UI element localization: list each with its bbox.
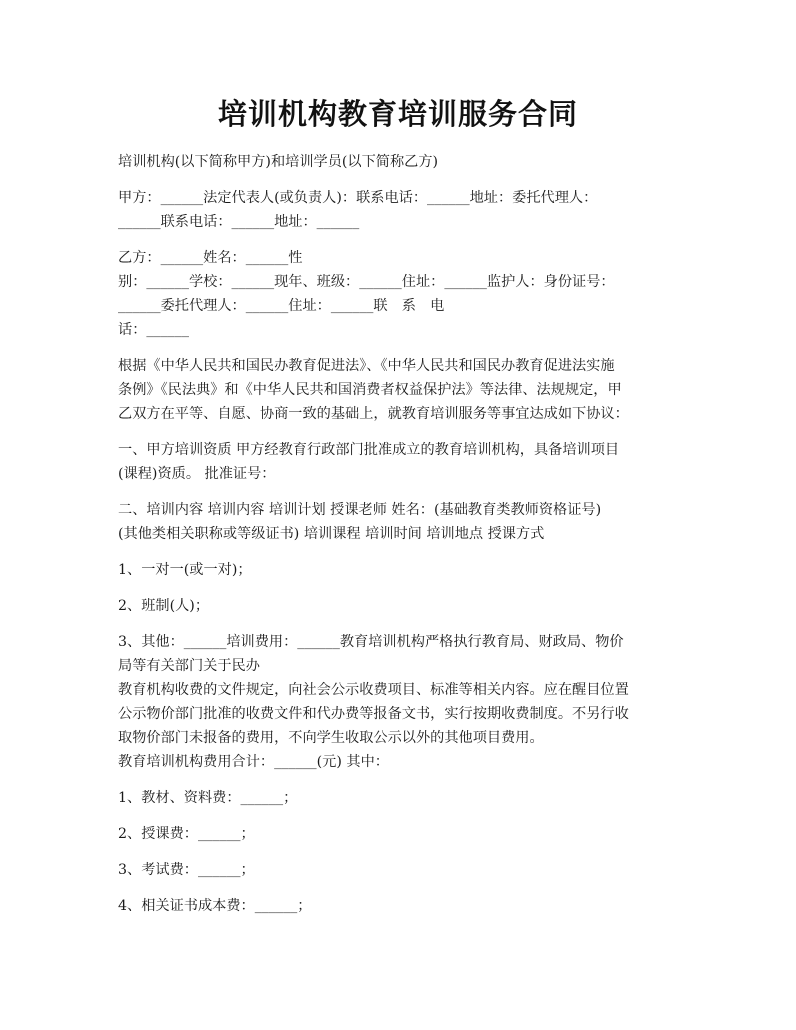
list-item-1 [118, 558, 684, 582]
document-title: 培训机构教育培训服务合同 [217, 97, 578, 131]
legal-basis-line-2: 条例》《民法典》和《中华人民共和国消费者权益保护法》等法律、法规规定，甲 [118, 382, 622, 398]
legal-basis-line-1: 根据《中华人民共和国民办教育促进法》、《中华人民共和国民办教育促进法实施 [118, 358, 615, 374]
party-b-line-4: 话：______ [118, 322, 189, 338]
party-b-line-2: 别：______学校：______现年、班级：______住址：______监护人：身份证号： [118, 274, 615, 290]
fee-item-2 [118, 822, 684, 846]
fees-line-3: 取物价部门未报备的费用，不向学生收取公示以外的其他项目费用。 [118, 730, 544, 746]
section-1-line-1: 一、甲方培训资质 甲方经教育行政部门批准成立的教育培训机构，具备培训项目 [118, 442, 620, 458]
fees-line-2: 公示物价部门批准的收费文件和代办费等报备文书，实行按期收费制度。不另行收 [118, 706, 629, 722]
list-item-1-text: 1、一对一(或一对)； [118, 562, 252, 578]
fee-item-1-text: 1、教材、资料费：______； [118, 790, 298, 806]
fee-item-3-text: 3、考试费：______； [118, 862, 255, 878]
fees-total-line: 教育培训机构费用合计：______(元) 其中： [118, 754, 389, 770]
section-2-line-2: (其他类相关职称或等级证书) 培训课程 培训时间 培训地点 授课方式 [118, 526, 545, 542]
section-2-paragraph [118, 498, 684, 546]
party-a-line-1: 甲方：______法定代表人(或负责人)：联系电话：______地址：委托代理人： [118, 190, 598, 206]
intro-line: 培训机构(以下简称甲方)和培训学员(以下简称乙方) [118, 154, 439, 170]
legal-basis-paragraph [118, 354, 684, 426]
party-a-paragraph [118, 186, 684, 234]
list-item-2 [118, 594, 684, 618]
fee-item-3 [118, 858, 684, 882]
party-a-line-2: ______联系电话：______地址：______ [118, 214, 360, 230]
document-body [118, 150, 684, 930]
section-1-line-2: (课程)资质。 批准证号： [118, 466, 276, 482]
section-2-line-1: 二、培训内容 培训内容 培训计划 授课老师 姓名：(基础教育类教师资格证号) [118, 502, 602, 518]
fees-line-1: 教育机构收费的文件规定，向社会公示收费项目、标准等相关内容。应在醒目位置 [118, 682, 629, 698]
party-b-line-3: ______委托代理人：______住址：______联 系 电 [118, 298, 445, 314]
party-b-paragraph [118, 246, 684, 342]
section-1-paragraph [118, 438, 684, 486]
list-item-3 [118, 630, 684, 678]
fee-item-4-text: 4、相关证书成本费：______； [118, 898, 312, 914]
list-item-3-line-1: 3、其他：______培训费用：______教育培训机构严格执行教育局、财政局、物价 [118, 634, 624, 650]
fee-item-4 [118, 894, 684, 918]
fee-item-1 [118, 786, 684, 810]
fees-paragraph [118, 678, 684, 774]
legal-basis-line-3: 乙双方在平等、自愿、协商一致的基础上，就教育培训服务等事宜达成如下协议： [118, 406, 629, 422]
list-item-2-text: 2、班制(人)； [118, 598, 210, 614]
intro-paragraph [118, 150, 684, 174]
list-item-3-line-2: 局等有关部门关于民办 [118, 658, 260, 674]
party-b-line-1: 乙方：______姓名：______性 [118, 250, 303, 266]
fee-item-2-text: 2、授课费：______； [118, 826, 255, 842]
